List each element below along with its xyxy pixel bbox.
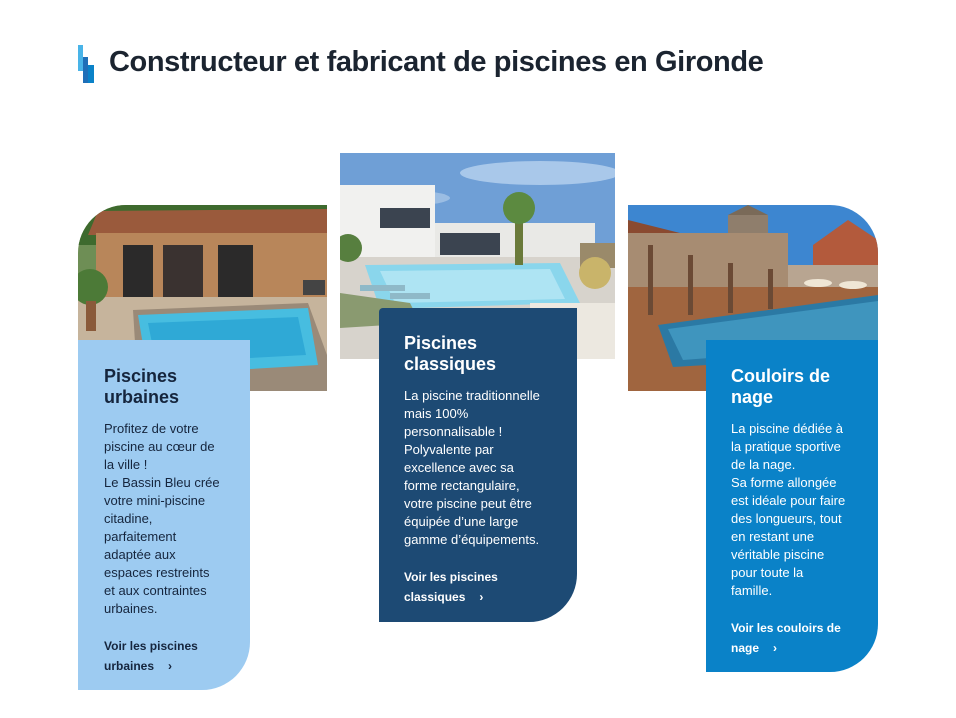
card-couloirs-de-nage (706, 340, 878, 672)
card-description: La piscine dédiée à la pratique sportive de la nage. Sa forme allongée est idéale pour faire des longueurs, tout en restant une véritable piscine pour toute la famille. (731, 421, 846, 598)
card-piscines-classiques (379, 308, 577, 622)
link-label: Voir les couloirs de nage (731, 621, 841, 655)
link-piscines-urbaines[interactable] (104, 636, 198, 676)
card-description: Profitez de votre piscine au cœur de la ville ! Le Bassin Bleu crée votre mini-piscine citadine, parfaitement adaptée aux espaces restreints et aux contraintes urbaines. (104, 421, 220, 616)
card-title: Piscines classiques (404, 333, 497, 374)
link-label: Voir les piscines urbaines (104, 639, 198, 673)
card-title: Couloirs de nage (731, 366, 831, 407)
chevron-right-icon: › (773, 641, 778, 655)
card-piscines-urbaines (78, 340, 250, 690)
link-piscines-classiques[interactable] (404, 567, 498, 607)
card-title: Piscines urbaines (104, 366, 180, 407)
chevron-right-icon: › (479, 590, 484, 604)
link-label: Voir les piscines classiques (404, 570, 498, 604)
heading-accent-icon (78, 45, 96, 83)
page-title: Constructeur et fabricant de piscines en Gironde (109, 46, 764, 78)
link-couloirs-de-nage[interactable] (731, 618, 841, 658)
card-description: La piscine traditionnelle mais 100% personnalisable ! Polyvalente par excellence avec sa forme rectangulaire, votre piscine peut être équipée d’une large gamme d’équipements. (404, 388, 540, 547)
chevron-right-icon: › (168, 659, 173, 673)
